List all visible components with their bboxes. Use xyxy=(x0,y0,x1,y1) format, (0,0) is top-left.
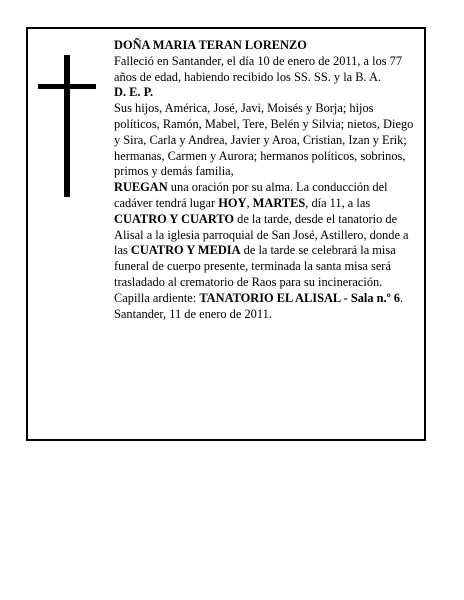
cross-vertical-bar xyxy=(64,55,70,197)
deceased-name: DOÑA MARIA TERAN LORENZO xyxy=(114,38,307,52)
cross-icon xyxy=(38,55,96,197)
rip-abbreviation: D. E. P. xyxy=(114,85,154,100)
departure-time: CUATRO Y CUARTO xyxy=(114,211,235,226)
ruegan-word: RUEGAN xyxy=(114,180,168,195)
mass-time: CUATRO Y MEDIA xyxy=(130,243,241,258)
hoy-word: HOY xyxy=(218,195,247,210)
chapel-label: Capilla ardiente: xyxy=(114,290,200,305)
chapel-place: TANATORIO EL ALISAL - Sala n.º 6 xyxy=(199,290,401,305)
date-line: Santander, 11 de enero de 2011. xyxy=(114,306,272,321)
funeral-details: RUEGAN una oración por su alma. La conducción del cadáver tendrá lugar HOY, MARTES, día 11, a las CUATRO Y CUARTO de la tarde, desde el tanatorio de Alisal a la iglesia parroquial de San José, Astillero, donde a las CUATRO Y MEDIA de la tarde se celebrará la misa funeral de cuerpo presente, terminada la santa misa será trasladado al crematorio de Raos para su incineración. xyxy=(114,180,409,289)
death-announcement: Falleció en Santander, el día 10 de enero de 2011, a los 77 años de edad, habiendo recibido los SS. SS. y la B. A. xyxy=(114,53,403,84)
martes-word: MARTES xyxy=(252,195,306,210)
obituary-text xyxy=(114,38,420,322)
chapel-line: Capilla ardiente: TANATORIO EL ALISAL - Sala n.º 6. xyxy=(114,290,404,305)
cross-horizontal-bar xyxy=(38,84,96,89)
family-list: Sus hijos, América, José, Javi, Moisés y Borja; hijos políticos, Ramón, Mabel, Tere, Belén y Silvia; nietos, Diego y Sira, Carla y Andrea, Javier y Aroa, Cristian, Izan y Erik; hermanas, Carmen y Aurora; hermanos políticos, sobrinos, primos y demás familia, xyxy=(114,101,414,179)
